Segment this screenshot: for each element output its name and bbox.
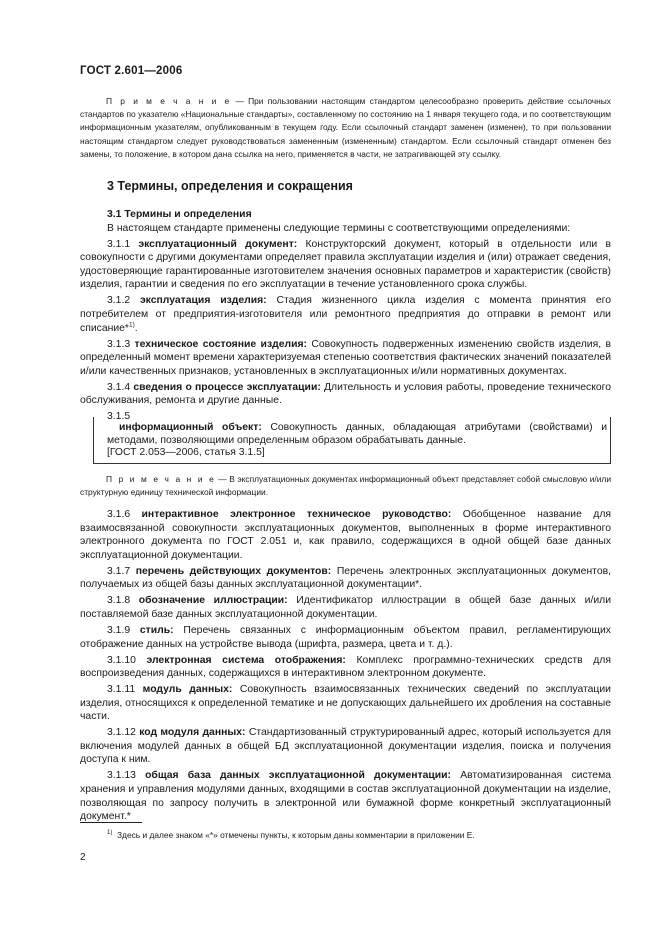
term-name: сведения о процессе эксплуатации: [133,381,321,393]
term-number: 3.1.13 [107,770,146,782]
note-label: П р и м е ч а н и е [106,474,216,484]
subsection-title: 3.1 Термины и определения [107,209,252,220]
term-definition: Комплекс программно-технических средств для воспроизведения данных, содержащихся в интерактивном электронном документе. [80,654,611,680]
footnote-text: Здесь и далее знаком «*» отмечены пункты, к которым даны комментарии в приложении Е. [117,829,475,840]
term-definition: Длительность и условия работы, проведение технического обслуживания, ремонта и другие данные. [80,381,611,407]
term-paragraph [80,338,611,379]
term-definition: Стадия жизненного цикла изделия с момента принятия его потребителем от предприятия-изготовителя или ремонтного предприятия до отправки в ремонт или списание* [80,295,611,334]
term-name: общая база данных эксплуатационной документации: [145,770,452,782]
term-name: информационный объект: [119,422,262,433]
term-name: обозначение иллюстрации: [138,595,288,607]
term-paragraph [80,565,611,592]
term-paragraph [80,294,611,335]
page-number: 2 [80,852,86,863]
term-number: 3.1.1 [107,238,139,250]
footnote-rule [80,822,142,823]
term-name: код модуля данных: [139,727,246,739]
term-definition: Идентификатор иллюстрации в общей базе данных и/или поставляемой базе данных эксплуатационной документации. [80,595,612,620]
subsection-intro: В настоящем стандарте применены следующие термины с соответствующими определениями: [107,222,571,234]
term-paragraph [80,654,611,681]
footnote [107,827,475,841]
term-definition: Перечень электронных эксплуатационных документов, получаемых из общей базы данных эксплуатационной документации*. [80,565,612,591]
terms-list-b [80,508,611,824]
note-text: — В эксплуатационных документах информационный объект представляет собой смысловую и/или структурную единицу технической информации. [80,474,611,498]
term-name: интерактивное электронное техническое руководство: [141,509,452,520]
footnote-ref: 1) [128,321,135,329]
term-number: 3.1.7 [107,565,136,577]
term-name: электронная система отображения: [146,654,346,666]
term-number-3-1-5: 3.1.5 [107,411,131,423]
term-definition: Совокупность взаимосвязанных технических сведений по эксплуатации изделия, относящихся к определенной тематике и не допускающих дальнейшего их дробления на составные части. [80,684,611,723]
term-number: 3.1.6 [107,509,142,520]
term-number: 3.1.8 [107,595,139,607]
term-paragraph [80,769,611,823]
note-referenced-standards [80,95,611,161]
note-label: П р и м е ч а н и е [106,96,232,106]
term-definition: Перечень связанных с информационным объектом правил, регламентирующих отображение данных на устройстве вывода (шрифта, размера, цвета и т. д.). [80,624,611,650]
term-number: 3.1.3 [107,338,135,350]
note-text: — При пользовании настоящим стандартом целесообразно проверить действие ссылочных стандартов по указателю «Национальные стандарты», составленному по состоянию на 1 января текущего года, и по соответствующим информационным указателям, опубликованным в текущем году. Если ссылочный стандарт заменен (изменен), то при пользовании настоящим стандартом следует руководствоваться замененным (измененным) стандартом. Если ссылочный стандарт отменен без замены, то положение, в котором дана ссылка на него, применяется в части, не затрагивающей эту ссылку. [80,96,611,159]
term-paragraph [80,726,611,767]
terms-block-b [80,508,611,826]
term-paragraph [80,508,611,562]
term-name: модуль данных: [142,684,233,696]
term-name: техническое состояние изделия: [134,338,307,350]
terms-block-a [80,208,611,424]
term-number: 3.1.4 [107,381,134,393]
section-title: 3 Термины, определения и сокращения [107,179,353,193]
term-reference: [ГОСТ 2.053—2006, статья 3.1.5] [107,447,265,459]
term-definition: Стандартизованный структурированный адрес, который используется для включения модулей данных в общей БД эксплуатационной документации изделия, поиска и получения доступа к ним. [80,727,612,766]
footnote-mark: 1) [107,830,113,836]
term-paragraph [80,381,611,408]
term-paragraph [80,594,611,621]
term-paragraph [80,624,611,651]
term-definition: Автоматизированная система хранения и управления модулями данных, входящими в состав эксплуатационной документации на изделие, позволяющая по запросу получить в электронной или бумажной форме конкретный эксплуатационный документ.* [80,770,612,823]
term-name: эксплуатация изделия: [139,295,267,307]
term-number: 3.1.12 [107,727,140,739]
term-number: 3.1.2 [107,295,140,307]
term-name: перечень действующих документов: [135,565,332,577]
term-tail: . [134,322,138,334]
term-number: 3.1.9 [107,624,140,636]
term-name: эксплуатационный документ: [138,238,298,250]
term-definition: Конструкторский документ, который в отдельности или в совокупности с другими документами определяет правила эксплуатации изделия и (или) отражает сведения, удостоверяющие гарантированные изготовителем значения основных параметров и характеристик (свойств) изделия, гарантии и сведения по его эксплуатации в течение установленного срока службы. [80,238,611,291]
term-paragraph [80,238,611,292]
term-number: 3.1.11 [107,684,143,696]
term-box-3-1-5 [107,422,607,460]
terms-list-a [80,238,611,408]
term-number: 3.1.10 [107,654,147,666]
term-name: стиль: [139,624,174,636]
note-information-object [80,473,611,499]
term-definition: Обобщенное название для взаимосвязанной совокупности эксплуатационных документов, выполненных в форме интерактивного электронного документа по ГОСТ 2.051 и, как правило, содержащихся в одной общей базе данных эксплуатационной документации. [80,509,612,561]
term-definition: Совокупность данных, обладающая атрибутами (свойствами) и методами, позволяющими определенным образом обрабатывать данные. [107,422,607,446]
term-paragraph [80,683,611,724]
standard-code-header: ГОСТ 2.601—2006 [80,65,183,77]
term-definition: Совокупность подверженных изменению свойств изделия, в определенный момент времени характеризуемая степенью соответствия фактических значений показателей и/или качественных признаков, установленных в эксплуатационных и/или нормативных документах. [80,338,612,377]
